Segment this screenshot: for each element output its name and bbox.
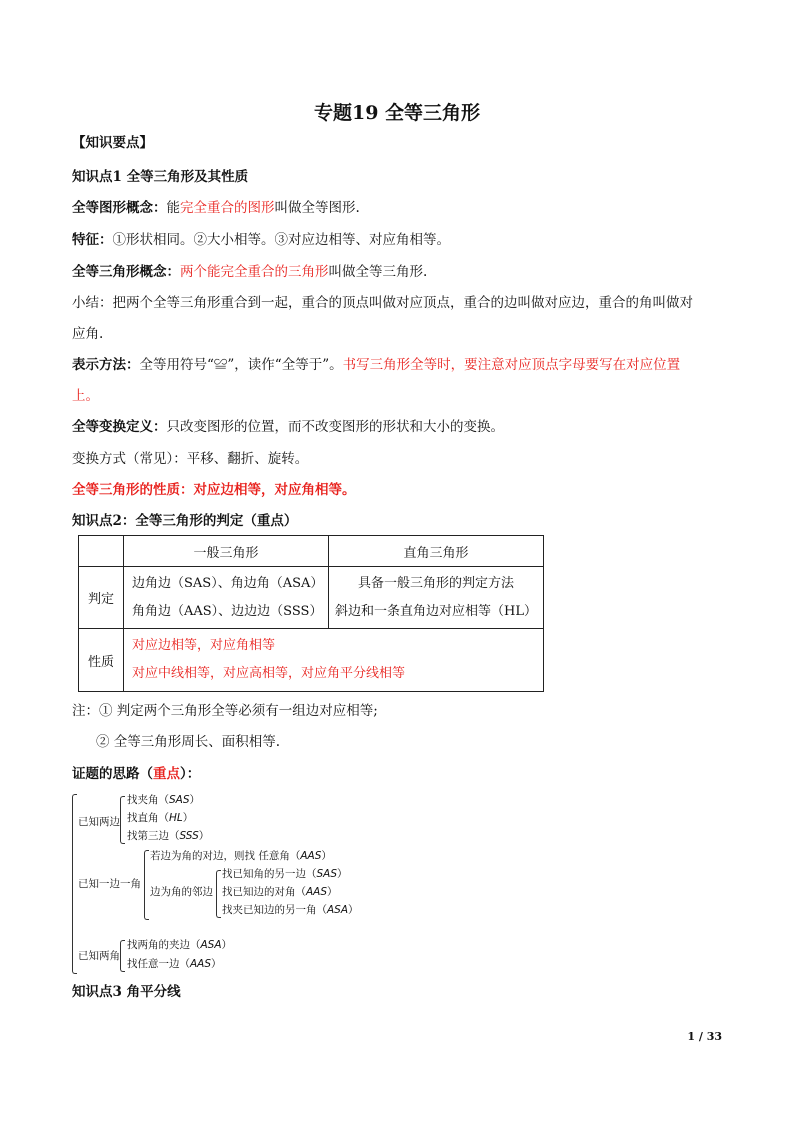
tree-item: 找第三边（SSS） (127, 830, 210, 842)
right-criteria-line-1: 具备一般三角形的判定方法 (357, 575, 514, 591)
tri-concept-post: 叫做全等三角形. (328, 264, 428, 280)
table-corner-cell (79, 536, 124, 567)
proof-heading (72, 765, 200, 783)
concept-highlight: 完全重合的图形 (180, 200, 275, 216)
table-row-property (79, 629, 544, 692)
table-cell-right-criteria (329, 567, 544, 629)
table-header-row (79, 536, 544, 567)
transform-label: 全等变换定义： (72, 419, 167, 435)
group-adjacent-side: 边为角的邻边 (150, 886, 213, 898)
tree-item: 找任意一边（AAS） (127, 958, 222, 970)
property-line: 全等三角形的性质：对应边相等，对应角相等。 (72, 482, 356, 498)
general-criteria-line-1: 边角边（SAS）、角边角（ASA） (132, 575, 324, 591)
right-criteria-line-2: 斜边和一条直角边对应相等（HL） (335, 603, 537, 619)
proof-idea-tree (72, 790, 392, 975)
summary-line-1: 小结：把两个全等三角形重合到一起，重合的顶点叫做对应顶点，重合的边叫做对应边，重合的角叫做对 (72, 295, 693, 311)
notation-highlight-cont: 上。 (72, 388, 99, 404)
concept-pre: 能 (166, 200, 180, 216)
property-line-1: 对应边相等，对应角相等 (132, 638, 276, 653)
tree-item: 找夹已知边的另一角（ASA） (222, 904, 359, 916)
notation-text: 全等用符号“≌”，读作“全等于”。 (139, 357, 343, 373)
transform-text: 只改变图形的位置，而不改变图形的形状和大小的变换。 (166, 419, 504, 435)
note-1: 注：① 判定两个三角形全等必须有一组边对应相等; (72, 703, 378, 719)
summary-line-2: 应角. (72, 326, 104, 342)
brace-side-angle (144, 850, 149, 920)
congruent-figure-concept (72, 199, 360, 217)
tree-item: 若边为角的对边，则找 任意角（AAS） (150, 850, 332, 862)
kp1-heading: 知识点1 全等三角形及其性质 (72, 169, 249, 185)
note-2: ② 全等三角形周长、面积相等. (96, 734, 281, 750)
tri-concept-label: 全等三角形概念： (72, 264, 180, 280)
features-line (72, 231, 450, 249)
concept-label: 全等图形概念： (72, 200, 167, 216)
kp2-heading: 知识点2：全等三角形的判定（重点） (72, 513, 298, 529)
transform-ways: 变换方式（常见）：平移、翻折、旋转。 (72, 451, 309, 467)
page-number: 1 / 33 (687, 1030, 722, 1043)
criteria-table (78, 535, 544, 692)
table-row-label-property: 性质 (79, 629, 124, 692)
concept-post: 叫做全等图形. (274, 200, 360, 216)
notation-label: 表示方法： (72, 357, 140, 373)
proof-heading-pre: 证题的思路（ (72, 766, 153, 782)
table-cell-property (124, 629, 544, 692)
proof-heading-post: ）： (180, 766, 201, 782)
brace-two-sides (120, 796, 125, 844)
page-title: 专题19 全等三角形 (313, 102, 481, 124)
tree-item: 找已知角的另一边（SAS） (222, 868, 348, 880)
table-cell-general-criteria (124, 567, 329, 629)
table-header-general: 一般三角形 (124, 536, 329, 567)
outer-brace (72, 794, 77, 974)
feature-text: ①形状相同。②大小相等。③对应边相等、对应角相等。 (112, 232, 450, 248)
proof-heading-key: 重点 (153, 766, 180, 782)
table-header-right: 直角三角形 (329, 536, 544, 567)
feature-label: 特征： (72, 232, 113, 248)
tree-item: 找直角（HL） (127, 812, 194, 824)
group-two-angles: 已知两角 (78, 950, 120, 962)
transform-definition (72, 418, 504, 436)
tri-concept-highlight: 两个能完全重合的三角形 (180, 264, 329, 280)
tree-item: 找夹角（SAS） (127, 794, 201, 806)
kp3-heading: 知识点3 角平分线 (72, 984, 181, 1000)
notation-highlight: 书写三角形全等时，要注意对应顶点字母要写在对应位置 (342, 357, 681, 373)
brace-adjacent-side (216, 870, 221, 918)
brace-two-angles (120, 940, 125, 972)
group-side-angle: 已知一边一角 (78, 878, 141, 890)
table-row-criteria (79, 567, 544, 629)
notation-line (72, 356, 680, 374)
general-criteria-line-2: 角角边（AAS）、边边边（SSS） (132, 603, 323, 619)
section-heading: 【知识要点】 (72, 135, 153, 151)
table-row-label-criteria: 判定 (79, 567, 124, 629)
group-two-sides: 已知两边 (78, 816, 120, 828)
tree-item: 找已知边的对角（AAS） (222, 886, 338, 898)
property-line-2: 对应中线相等，对应高相等，对应角平分线相等 (132, 666, 406, 681)
tri-concept-line (72, 263, 427, 281)
tree-item: 找两角的夹边（ASA） (127, 939, 233, 951)
